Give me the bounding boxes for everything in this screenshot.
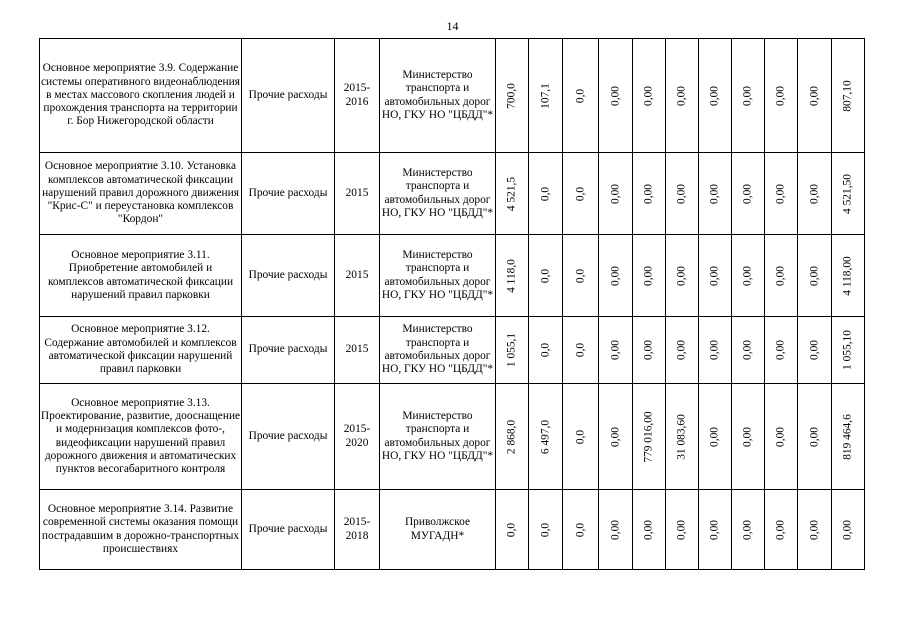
amount-cell: [765, 235, 798, 317]
amount-value: 807,10: [841, 79, 854, 112]
amount-value: 0,00: [774, 340, 787, 360]
amount-value: 0,00: [774, 519, 787, 540]
amount-value: 0,0: [573, 268, 586, 283]
amount-value: 0,00: [741, 340, 754, 360]
activity-name-cell: Основное мероприятие 3.10. Установка комплексов автоматической фиксации нарушений правил дорожного движения "Крис-С" и переустановка комплексов "Кордон": [40, 153, 242, 235]
amount-cell: [832, 235, 865, 317]
period-cell: 2015: [335, 153, 380, 235]
amount-value: 0,0: [573, 429, 586, 444]
amount-value: 0,00: [807, 340, 820, 360]
amount-value: 0,00: [642, 340, 655, 360]
amount-value: 700,0: [505, 82, 518, 109]
amount-value: 0,00: [841, 519, 854, 540]
amount-value: 0,00: [608, 183, 621, 204]
amount-cell: [699, 39, 732, 153]
amount-cell: [563, 153, 599, 235]
amount-cell: [765, 384, 798, 490]
amount-value: 0,00: [675, 340, 688, 360]
amount-cell: [666, 235, 699, 317]
amount-cell: [529, 384, 563, 490]
amount-cell: [529, 153, 563, 235]
amount-cell: [529, 235, 563, 317]
table-row: [40, 39, 865, 153]
amount-cell: [798, 317, 832, 384]
amount-cell: [765, 317, 798, 384]
amount-cell: [832, 39, 865, 153]
amount-value: 1 055,1: [505, 332, 518, 368]
activity-name-cell: Основное мероприятие 3.12. Содержание автомобилей и комплексов автоматической фиксации нарушений правил парковки: [40, 317, 242, 384]
amount-value: 0,00: [708, 340, 721, 360]
amount-cell: [699, 235, 732, 317]
amount-value: 4 521,50: [841, 173, 854, 214]
amount-cell: [563, 384, 599, 490]
page-number: 14: [446, 19, 459, 33]
amount-value: 0,00: [708, 426, 721, 447]
amount-cell: [666, 317, 699, 384]
amount-value: 0,0: [573, 186, 586, 201]
amount-value: 0,00: [807, 519, 820, 540]
amount-cell: [496, 490, 529, 570]
executor-cell: Министерство транспорта и автомобильных дорог НО, ГКУ НО "ЦБДД"*: [380, 153, 496, 235]
amount-value: 0,00: [608, 519, 621, 540]
amount-value: 107,1: [538, 82, 551, 109]
amount-value: 0,00: [708, 519, 721, 540]
amount-value: 0,0: [538, 186, 551, 201]
amount-cell: [633, 235, 666, 317]
amount-cell: [563, 317, 599, 384]
amount-cell: [633, 490, 666, 570]
amount-value: 0,00: [774, 183, 787, 204]
activity-name-cell: Основное мероприятие 3.13. Проектирование, развитие, дооснащение и модернизация комплексов фото-, видеофиксации нарушений правил дорожного движения и автоматических пунктов весогабаритного контроля: [40, 384, 242, 490]
amount-cell: [765, 39, 798, 153]
activity-name-cell: Основное мероприятие 3.11. Приобретение автомобилей и комплексов автоматической фиксации нарушений правил парковки: [40, 235, 242, 317]
amount-value: 0,00: [675, 183, 688, 204]
amount-value: 4 118,00: [841, 255, 854, 296]
amount-value: 0,00: [608, 340, 621, 360]
amount-cell: [599, 235, 633, 317]
amount-cell: [529, 317, 563, 384]
amount-value: 6 497,0: [538, 419, 551, 454]
amount-cell: [732, 153, 765, 235]
amount-value: 0,00: [708, 183, 721, 204]
amount-value: 0,00: [675, 85, 688, 106]
amount-value: 0,00: [774, 85, 787, 106]
amount-cell: [496, 235, 529, 317]
period-cell: 2015: [335, 317, 380, 384]
amount-cell: [563, 490, 599, 570]
amount-cell: [529, 490, 563, 570]
amount-cell: [732, 235, 765, 317]
amount-cell: [699, 490, 732, 570]
amount-value: 0,00: [807, 183, 820, 204]
amount-cell: [633, 153, 666, 235]
amount-value: 0,00: [608, 426, 621, 447]
amount-value: 4 521,5: [505, 176, 518, 211]
amount-cell: [599, 490, 633, 570]
amount-cell: [496, 384, 529, 490]
amount-value: 1 055,10: [841, 330, 854, 370]
expense-type-cell: Прочие расходы: [242, 490, 335, 570]
amount-cell: [765, 490, 798, 570]
executor-cell: Министерство транспорта и автомобильных дорог НО, ГКУ НО "ЦБДД"*: [380, 235, 496, 317]
amount-cell: [666, 153, 699, 235]
amount-cell: [798, 384, 832, 490]
amount-cell: [732, 39, 765, 153]
amount-cell: [699, 317, 732, 384]
period-cell: 2015-2016: [335, 39, 380, 153]
amount-cell: [633, 384, 666, 490]
amount-value: 0,00: [807, 265, 820, 286]
amount-value: 0,00: [741, 265, 754, 286]
table-row: [40, 490, 865, 570]
amount-cell: [798, 235, 832, 317]
amount-value: 0,0: [573, 342, 586, 358]
table-row: [40, 235, 865, 317]
amount-cell: [496, 317, 529, 384]
amount-cell: [496, 39, 529, 153]
amount-value: 31 083,60: [675, 413, 688, 460]
amount-cell: [699, 153, 732, 235]
expense-type-cell: Прочие расходы: [242, 39, 335, 153]
amount-value: 0,0: [573, 522, 586, 537]
amount-value: 0,00: [774, 426, 787, 447]
amount-value: 0,0: [573, 88, 586, 103]
expense-type-cell: Прочие расходы: [242, 153, 335, 235]
table-row: [40, 384, 865, 490]
amount-value: 0,00: [774, 265, 787, 286]
amount-cell: [832, 490, 865, 570]
amount-cell: [765, 153, 798, 235]
amount-cell: [732, 384, 765, 490]
amount-value: 0,0: [538, 522, 551, 537]
amount-cell: [633, 317, 666, 384]
amount-value: 0,00: [608, 265, 621, 286]
amount-cell: [798, 39, 832, 153]
amount-cell: [699, 384, 732, 490]
amount-cell: [666, 490, 699, 570]
amount-cell: [599, 384, 633, 490]
amount-value: 4 118,0: [505, 258, 518, 293]
activity-name-cell: Основное мероприятие 3.14. Развитие современной системы оказания помощи пострадавшим в дорожно-транспортных происшествиях: [40, 490, 242, 570]
amount-value: 0,00: [807, 85, 820, 106]
expense-type-cell: Прочие расходы: [242, 384, 335, 490]
amount-value: 0,0: [505, 522, 518, 537]
amount-value: 0,00: [708, 85, 721, 106]
period-cell: 2015: [335, 235, 380, 317]
amount-value: 0,00: [642, 85, 655, 106]
period-cell: 2015-2018: [335, 490, 380, 570]
amount-cell: [666, 39, 699, 153]
amount-value: 0,0: [538, 342, 551, 358]
amount-cell: [563, 235, 599, 317]
amount-cell: [633, 39, 666, 153]
amount-cell: [732, 317, 765, 384]
amount-cell: [563, 39, 599, 153]
amount-cell: [599, 39, 633, 153]
table-row: [40, 153, 865, 235]
expense-type-cell: Прочие расходы: [242, 235, 335, 317]
amount-value: 779 016,00: [642, 410, 655, 463]
amount-cell: [798, 490, 832, 570]
amount-value: 0,00: [741, 183, 754, 204]
amount-cell: [832, 317, 865, 384]
amount-value: 819 464,6: [841, 413, 854, 460]
amount-cell: [798, 153, 832, 235]
table-row: [40, 317, 865, 384]
amount-value: 2 868,0: [505, 419, 518, 454]
executor-cell: Министерство транспорта и автомобильных дорог НО, ГКУ НО "ЦБДД"*: [380, 39, 496, 153]
executor-cell: Министерство транспорта и автомобильных дорог НО, ГКУ НО "ЦБДД"*: [380, 317, 496, 384]
amount-value: 0,00: [642, 265, 655, 286]
amount-value: 0,0: [538, 268, 551, 283]
amount-value: 0,00: [675, 519, 688, 540]
amount-cell: [666, 384, 699, 490]
amount-value: 0,00: [741, 426, 754, 447]
amount-value: 0,00: [675, 265, 688, 286]
amount-value: 0,00: [608, 85, 621, 106]
amount-value: 0,00: [708, 265, 721, 286]
amount-cell: [832, 153, 865, 235]
amount-cell: [599, 317, 633, 384]
amount-cell: [832, 384, 865, 490]
amount-value: 0,00: [741, 519, 754, 540]
amount-value: 0,00: [642, 183, 655, 204]
executor-cell: Приволжское МУГАДН*: [380, 490, 496, 570]
amount-cell: [732, 490, 765, 570]
amount-value: 0,00: [807, 426, 820, 447]
expense-type-cell: Прочие расходы: [242, 317, 335, 384]
executor-cell: Министерство транспорта и автомобильных дорог НО, ГКУ НО "ЦБДД"*: [380, 384, 496, 490]
activity-name-cell: Основное мероприятие 3.9. Содержание системы оперативного видеонаблюдения в местах массового скопления людей и прохождения транспорта на территории г. Бор Нижегородской области: [40, 39, 242, 153]
period-cell: 2015-2020: [335, 384, 380, 490]
amount-cell: [529, 39, 563, 153]
amount-value: 0,00: [741, 85, 754, 106]
amount-cell: [599, 153, 633, 235]
program-activities-table: [39, 38, 865, 570]
amount-value: 0,00: [642, 519, 655, 540]
amount-cell: [496, 153, 529, 235]
